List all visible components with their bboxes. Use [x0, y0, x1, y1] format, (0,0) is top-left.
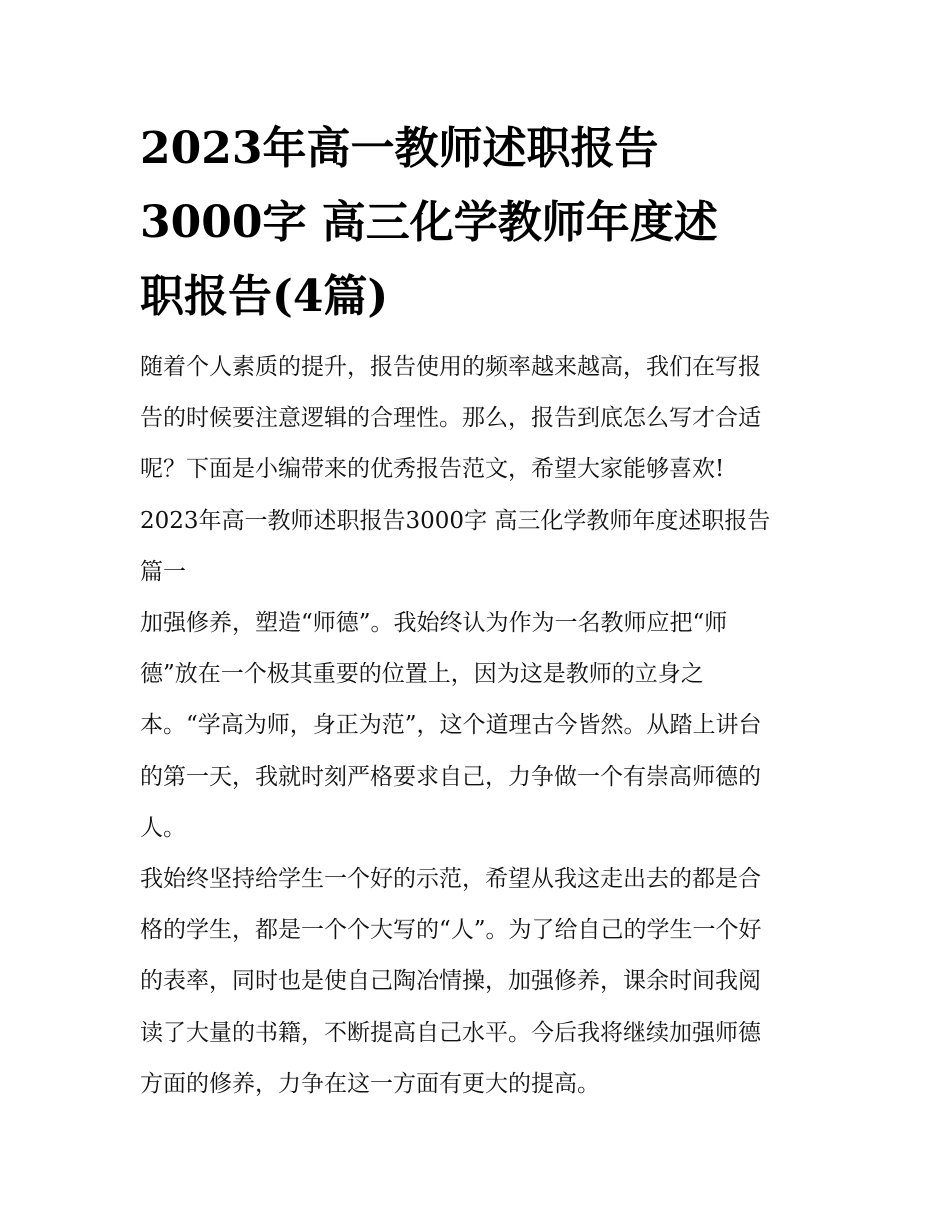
- text-line: 随着个人素质的提升，报告使用的频率越来越高，我们在写报: [140, 354, 761, 380]
- section-heading: [140, 496, 815, 598]
- body-paragraph-2: [140, 854, 815, 1110]
- text-line: 读了大量的书籍，不断提高自己水平。今后我将继续加强师德: [140, 1019, 761, 1046]
- text-line: 的表率，同时也是使自己陶冶情操，加强修养，课余时间我阅: [140, 968, 761, 995]
- title-line: 职报告(4篇): [140, 271, 389, 322]
- document-page: [140, 112, 815, 1110]
- title-line: 2023年高一教师述职报告: [140, 123, 659, 174]
- text-line: 人。: [140, 814, 186, 841]
- body-paragraph-1: [140, 598, 815, 854]
- text-line: 本。“学高为师，身正为范”，这个道理古今皆然。从踏上讲台: [140, 712, 762, 739]
- text-line: 方面的修养，力争在这一方面有更大的提高。: [140, 1070, 600, 1097]
- intro-paragraph: [140, 342, 815, 496]
- text-line: 告的时候要注意逻辑的合理性。那么，报告到底怎么写才合适: [140, 405, 761, 432]
- title-line: 3000字 高三化学教师年度述: [140, 197, 718, 248]
- text-line: 呢？下面是小编带来的优秀报告范文，希望大家能够喜欢!: [140, 456, 725, 483]
- text-line: 我始终坚持给学生一个好的示范，希望从我这走出去的都是合: [140, 866, 761, 893]
- text-line: 格的学生，都是一个个大写的“人”。为了给自己的学生一个好: [140, 917, 762, 944]
- text-line: 加强修养，塑造“师德”。我始终认为作为一名教师应把“师: [140, 610, 728, 637]
- text-line: 的第一天，我就时刻严格要求自己，力争做一个有崇高师德的: [140, 763, 761, 790]
- document-title: [140, 112, 815, 334]
- text-line: 德”放在一个极其重要的位置上，因为这是教师的立身之: [140, 661, 704, 688]
- text-line: 2023年高一教师述职报告3000字 高三化学教师年度述职报告: [140, 507, 771, 534]
- text-line: 篇一: [140, 558, 186, 585]
